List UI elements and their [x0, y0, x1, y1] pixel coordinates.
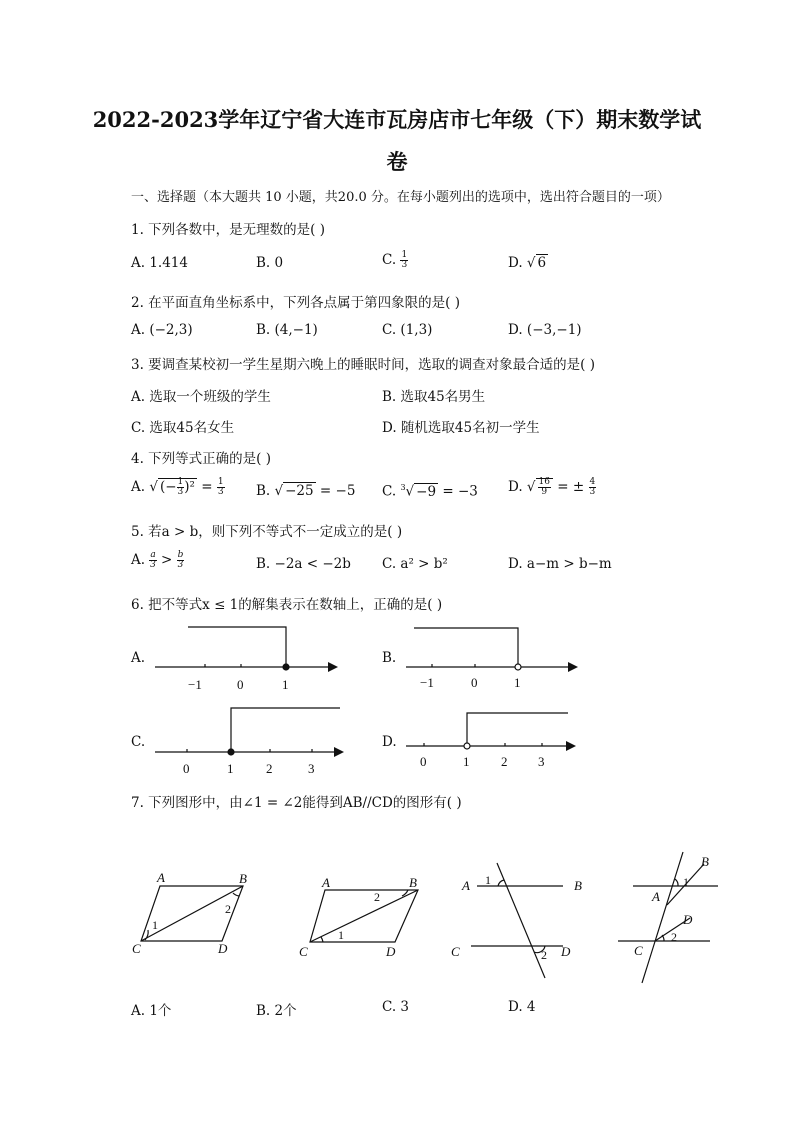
- angle-label-2: 2: [671, 930, 677, 944]
- question-2: 2. 在平面直角坐标系中，下列各点属于第四象限的是( ): [131, 295, 460, 311]
- bracket-d: [467, 713, 568, 743]
- question-1: 1. 下列各数中，是无理数的是( ): [131, 222, 325, 238]
- tick-label: 2: [501, 754, 508, 769]
- angle-label-1: 1: [152, 918, 158, 932]
- q4-option-b: B. √ −25 = −5: [256, 483, 356, 499]
- q1-option-d: D. √ 6: [508, 255, 547, 271]
- tick-label: −1: [420, 675, 434, 690]
- q7-option-b: B. 2个: [256, 1003, 297, 1019]
- question-3: 3. 要调查某校初一学生星期六晚上的睡眠时间，选取的调查对象最合适的是( ): [131, 357, 595, 373]
- angle-label-1: 1: [683, 875, 689, 889]
- q2-option-d: D. (−3,−1): [508, 322, 582, 338]
- point-label-d: D: [386, 944, 396, 959]
- angle-label-2: 2: [374, 890, 380, 904]
- point-label-d: D: [561, 944, 571, 959]
- q7-option-c: C. 3: [382, 999, 410, 1015]
- bracket-b: [414, 628, 518, 664]
- q5-option-a: A. $\frac{a}{3}$ > $\frac{b}{3}$: [131, 550, 184, 570]
- q2-option-c: C. (1,3): [382, 322, 433, 338]
- point-label-c: C: [132, 941, 141, 956]
- tick-label: 1: [227, 761, 234, 776]
- question-7: 7. 下列图形中，由∠1 = ∠2能得到AB//CD的图形有( ): [131, 795, 462, 811]
- q6-option-b: B.: [382, 650, 397, 666]
- point-label-a: A: [462, 878, 470, 893]
- q1-option-c: C. $\frac{1}{3}$: [382, 250, 408, 270]
- q3-option-c: C. 选取45名女生: [131, 420, 235, 436]
- q4-option-c: C. $^3$√ −9 = −3: [382, 483, 478, 500]
- point-label-a: A: [652, 889, 660, 904]
- tick-label: 0: [471, 675, 478, 690]
- tick-label: 3: [308, 761, 315, 776]
- arrow-a: [328, 662, 338, 672]
- q5-option-c: C. a² > b²: [382, 556, 448, 572]
- page-title: 2022-2023学年辽宁省大连市瓦房店市七年级（下）期末数学试: [92, 107, 702, 132]
- q6-option-c: C.: [131, 734, 146, 750]
- tick-label: 2: [266, 761, 273, 776]
- point-label-a: A: [322, 875, 330, 890]
- tick-label: 1: [514, 675, 521, 690]
- section-heading: 一、选择题（本大题共 10 小题，共20.0 分。在每小题列出的选项中，选出符合题目的一项）: [131, 190, 670, 205]
- angle-label-2: 2: [225, 902, 231, 916]
- q7-option-d: D. 4: [508, 999, 536, 1015]
- point-label-d: D: [218, 941, 228, 956]
- question-6: 6. 把不等式x ≤ 1的解集表示在数轴上，正确的是( ): [131, 597, 443, 613]
- solid-dot-a: [283, 664, 289, 670]
- point-label-b: B: [239, 871, 247, 886]
- tick-label: 0: [420, 754, 427, 769]
- point-label-b: B: [574, 878, 582, 893]
- point-label-c: C: [299, 944, 308, 959]
- q3-option-b: B. 选取45名男生: [382, 389, 486, 405]
- point-label-d: D: [683, 912, 693, 927]
- question-5: 5. 若a > b，则下列不等式不一定成立的是( ): [131, 524, 403, 540]
- q5-option-d: D. a−m > b−m: [508, 556, 612, 572]
- q5-option-b: B. −2a < −2b: [256, 556, 351, 572]
- q2-option-b: B. (4,−1): [256, 322, 318, 338]
- page-title-cont: 卷: [386, 149, 408, 174]
- q7-option-a: A. 1个: [131, 1003, 172, 1019]
- tick-label: 0: [183, 761, 190, 776]
- q1-option-b: B. 0: [256, 255, 284, 271]
- tick-label: 1: [463, 754, 470, 769]
- q6-option-a: A.: [131, 650, 146, 666]
- angle-label-2: 2: [541, 948, 547, 962]
- angle-label-1: 1: [338, 928, 344, 942]
- hollow-dot-b: [515, 664, 521, 670]
- q3-option-d: D. 随机选取45名初一学生: [382, 420, 540, 436]
- transversal-3: [497, 863, 545, 978]
- angle-label-1: 1: [485, 873, 491, 887]
- point-label-c: C: [451, 944, 460, 959]
- transversal-4: [642, 852, 683, 983]
- point-label-a: A: [157, 870, 165, 885]
- bracket-a: [188, 627, 286, 667]
- point-label-c: C: [634, 943, 643, 958]
- q3-option-a: A. 选取一个班级的学生: [131, 389, 271, 405]
- question-4: 4. 下列等式正确的是( ): [131, 451, 271, 467]
- q4-option-d: D. √ $\frac{16}{9}$ = ± $\frac{4}{3}$: [508, 477, 596, 497]
- q2-option-a: A. (−2,3): [131, 322, 193, 338]
- q4-option-a: A. √ (− $\frac{1}{3}$ )² = $\frac{1}{3}$: [131, 477, 224, 497]
- point-label-b: B: [701, 854, 709, 869]
- q6-option-d: D.: [382, 734, 397, 750]
- tick-label: 0: [237, 677, 244, 692]
- q1-option-a: A. 1.414: [131, 255, 188, 271]
- tick-label: −1: [188, 677, 202, 692]
- tick-label: 1: [282, 677, 289, 692]
- bracket-c: [231, 708, 340, 752]
- point-label-b: B: [409, 875, 417, 890]
- tick-label: 3: [538, 754, 545, 769]
